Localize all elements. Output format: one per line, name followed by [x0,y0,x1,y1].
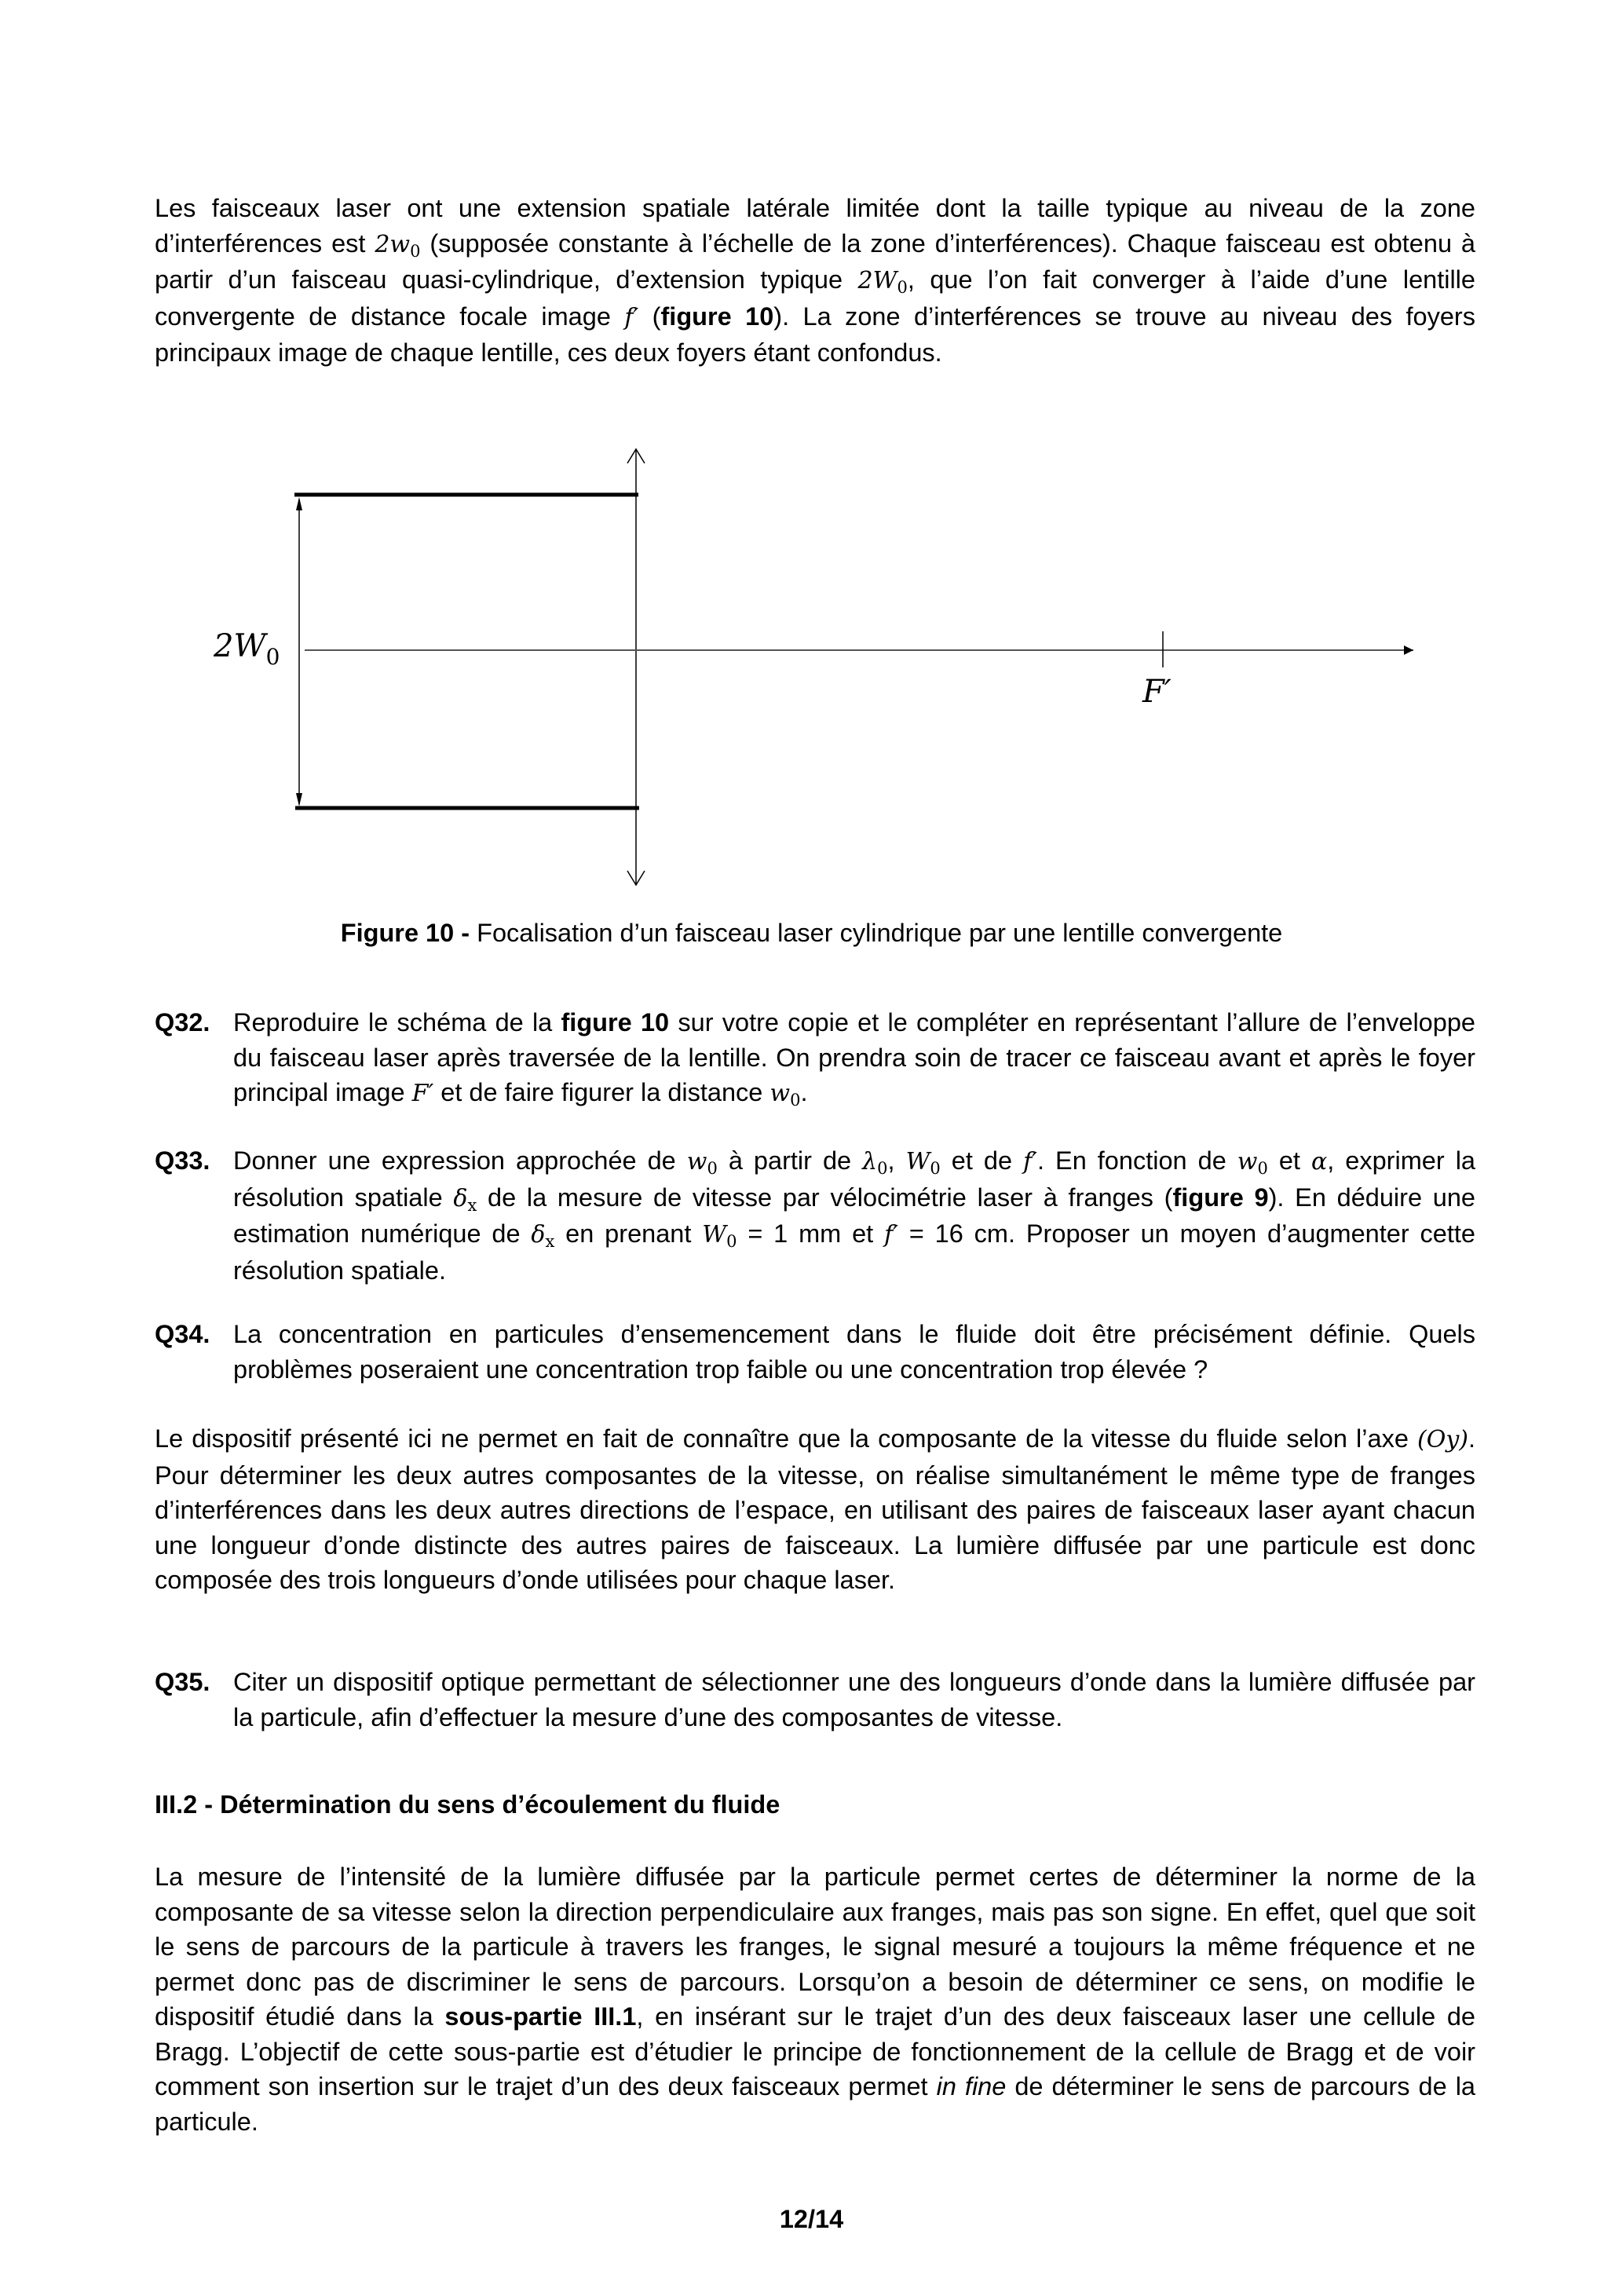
question-number: Q34. [155,1320,210,1348]
page-number: 12/14 [779,2205,844,2233]
question-number: Q32. [155,1008,210,1036]
label-2W0: $2W_0$ [214,628,280,670]
figure-caption [0,919,1623,948]
question-body: La concentration en particules d’ensemencement dans le fluide doit être précisément définie. Quels problèmes poseraient une concentration trop faible ou une concentration trop élevée ? [233,1320,1475,1384]
label-focus-F-prime: F′ [1142,674,1172,710]
caption-text: Focalisation d’un faisceau laser cylindrique par une lentille convergente [477,919,1283,947]
intro-text-5: ). La zone d’interférences se trouve au niveau des foyers principaux image de chaque lentille, ces deux foyers étant confondus. [155,302,1475,367]
intro-text-2: (supposée constante à l’échelle de la zone d’interférences). Chaque faisceau est obtenu à partir d’un faisceau quasi-cylindrique, d’extension typique [155,229,1475,294]
caption-label: Figure 10 - [340,919,477,947]
bragg-paragraph: La mesure de l’intensité de la lumière diffusée par la particule permet certes de déterminer la norme de la composante de sa vitesse selon la direction perpendiculaire aux franges, mais pas son signe. En effet, quel que soit le sens de parcours de la particule à travers les franges, le signal mesuré a toujours la même fréquence et ne permet donc pas de discriminer le sens de parcours. Lorsqu’on a besoin de déterminer ce sens, on modifie le dispositif étudié dans la sous-partie III.1, en insérant sur le trajet d’un des deux faisceaux laser une cellule de Bragg. L’objectif de cette sous-partie est d’étudier le principe de fonctionnement de la cellule de Bragg et de voir comment son insertion sur le trajet d’un des deux faisceaux permet in fine de déterminer le sens de parcours de la particule. [155,1863,1475,2136]
math-2W0: $2W_0$ [857,267,908,297]
question-q34 [155,1317,1475,1387]
intro-text-3: , que l’on fait converger à l’aide d’une lentille convergente de distance focale image [155,265,1475,331]
question-body: Reproduire le schéma de la figure 10 sur votre copie et le compléter en représentant l’allure de l’enveloppe du faisceau laser après traversée de la lentille. On prendra soin de tracer ce faisceau avant et après le foyer principal image F′ et de faire figurer la distance $w_0$. [233,1008,1475,1110]
math-f-prime: f′ [624,303,639,331]
intro-text-4: ( [638,302,661,331]
question-number: Q33. [155,1146,210,1175]
width-arrowhead-bottom [296,793,302,806]
components-paragraph: Le dispositif présenté ici ne permet en fait de connaître que la composante de la vitesse du fluide selon l’axe (Oy). Pour déterminer les deux autres composantes de la vitesse, on réalise simultanément le même type de franges d’interférences dans les deux autres directions de l’espace, en utilisant des paires de faisceaux laser ayant chacun une longueur d’onde distincte des autres paires de faisceaux. La lumière diffusée par une particule est donc composée des trois longueurs d’onde utilisées pour chaque laser. [155,1424,1475,1594]
math-2w0: $2w_0$ [375,230,421,261]
axis-arrowhead [1404,645,1413,655]
width-arrowhead-top [296,497,302,510]
question-body: Citer un dispositif optique permettant de sélectionner une des longueurs d’onde dans la lumière diffusée par la particule, afin d’effectuer la mesure d’une des composantes de vitesse. [233,1668,1475,1731]
question-body: Donner une expression approchée de $w_0$ à partir de $\lambda_0$, $W_0$ et de f′. En fonction de $w_0$ et α, exprimer la résolution spatiale $\delta_x$ de la mesure de vitesse par vélocimétrie laser à franges (figure 9). En déduire une estimation numérique de $\delta_x$ en prenant $W_0 = 1$ mm et f′ = 16 cm. Proposer un moyen d’augmenter cette résolution spatiale. [233,1146,1476,1285]
section-heading: III.2 - Détermination du sens d’écoulement du fluide [155,1790,780,1819]
question-number: Q35. [155,1668,210,1696]
question-q33 [155,1143,1475,1288]
question-q32 [155,1005,1475,1112]
question-q35 [155,1665,1475,1735]
intro-text-1: Les faisceaux laser ont une extension spatiale latérale limitée dont la taille typique au niveau de la zone d’interférences est [155,194,1475,258]
figure-ref: figure 10 [660,302,774,331]
